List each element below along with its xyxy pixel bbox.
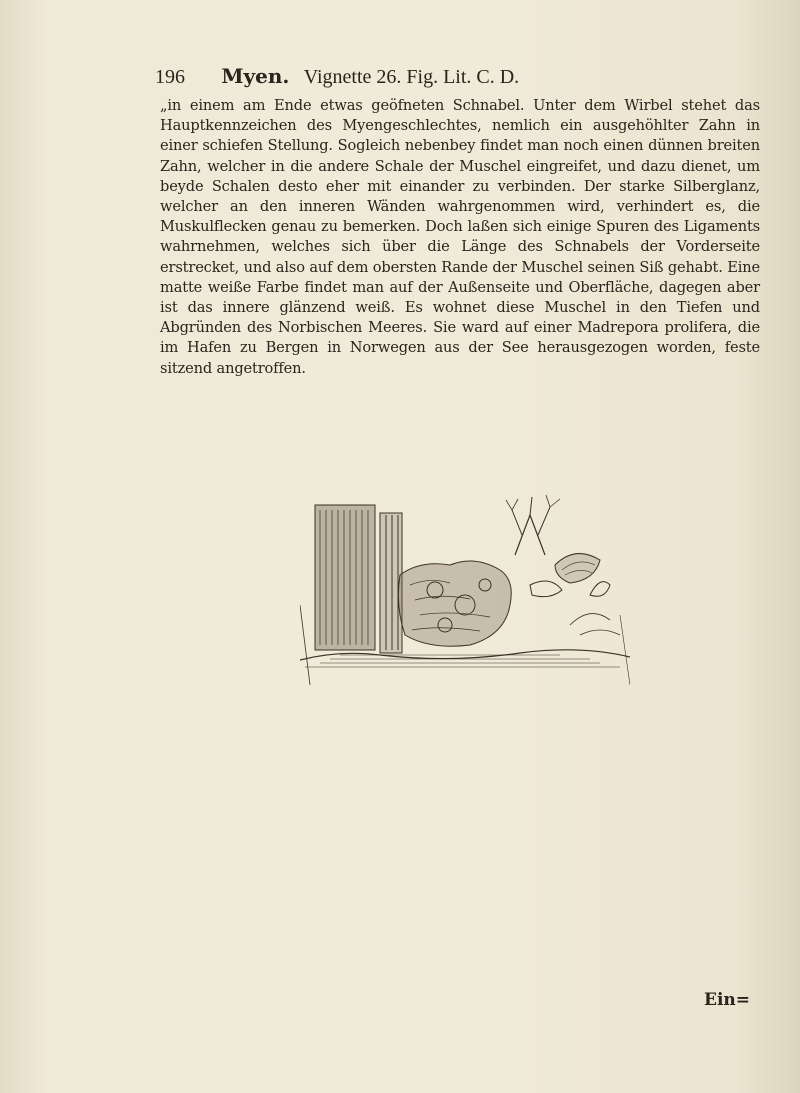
running-title: Myen.: [221, 64, 290, 88]
page-number: 196: [155, 66, 185, 88]
vignette-illustration: [300, 485, 630, 700]
running-header: [155, 58, 755, 94]
body-paragraph: „in einem am Ende etwas geöfneten Schnabel. Unter dem Wirbel stehet das Hauptkennzeichen des Myengeschlechtes, nemlich ein ausgehöhlter Zahn in einer schiefen Stellung. Sogleich nebenbey findet man noch einen dünnen breiten Zahn, welcher in die andere Schale der Muschel eingreifet, und dazu dienet, um beyde Schalen desto eher mit einander zu verbinden. Der starke Silberglanz, welcher an den inneren Wänden wahrgenommen wird, verhindert es, die Muskulflecken genau zu bemerken. Doch laßen sich einige Spuren des Ligaments wahrnehmen, welches sich über die Länge des Schnabels der Vorderseite erstrecket, und also auf dem obersten Rande der Muschel seinen Siß gehabt. Eine matte weiße Farbe findet man auf der Außenseite und Oberfläche, dagegen aber ist das innere glänzend weiß. Es wohnet diese Muschel in den Tiefen und Abgründen des Norbischen Meeres. Sie ward auf einer Madrepora prolifera, die im Hafen zu Bergen in Norwegen aus der See herausgezogen worden, feste sitzend angetroffen.: [160, 97, 760, 377]
catchword: Ein=: [704, 990, 751, 1010]
main-text-block: [160, 96, 760, 379]
figure-reference: Vignette 26. Fig. Lit. C. D.: [303, 66, 520, 88]
